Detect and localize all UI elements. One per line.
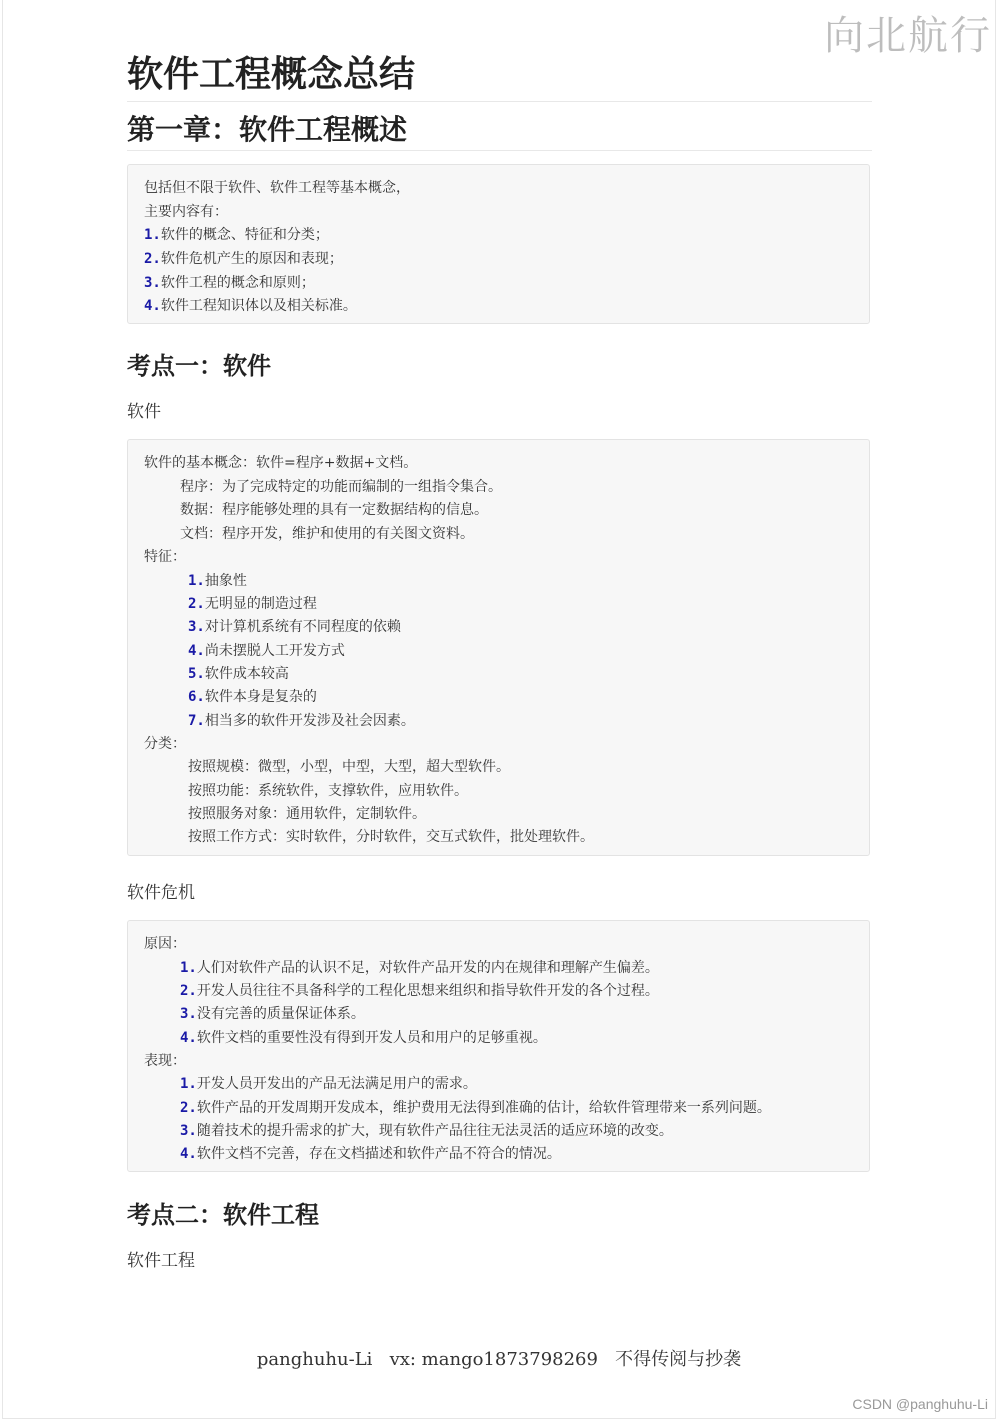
item-text: 软件的概念、特征和分类； — [160, 227, 329, 243]
class-item: 按照服务对象：通用软件，定制软件。 — [188, 806, 426, 822]
class-item: 按照功能：系统软件，支撑软件，应用软件。 — [188, 783, 468, 799]
definition-line: 数据：程序能够处理的具有一定数据结构的信息。 — [180, 502, 488, 518]
csdn-watermark: CSDN @panghuhu-Li — [852, 1396, 988, 1412]
software-crisis-subheading: 软件危机 — [127, 883, 195, 902]
feature-item — [188, 593, 317, 613]
section2-heading: 考点二：软件工程 — [127, 1202, 319, 1229]
item-number: 1. — [180, 1076, 197, 1092]
item-text: 随着技术的提升需求的扩大，现有软件产品往往无法灵活的适应环境的改变。 — [196, 1123, 673, 1139]
item-number: 2. — [188, 596, 205, 612]
item-text: 软件工程知识体以及相关标准。 — [160, 298, 357, 314]
definition-line: 程序：为了完成特定的功能而编制的一组指令集合。 — [180, 479, 502, 495]
item-number: 3. — [188, 619, 205, 635]
page-title: 软件工程概念总结 — [127, 46, 872, 102]
intro-item — [144, 295, 357, 315]
item-number: 4. — [188, 643, 205, 659]
symptom-item — [180, 1073, 477, 1093]
item-text: 尚未摆脱人工开发方式 — [204, 643, 345, 659]
item-number: 5. — [188, 666, 205, 682]
intro-item — [144, 248, 343, 268]
intro-box — [127, 164, 870, 324]
item-number: 3. — [180, 1123, 197, 1139]
basic-concept: 软件的基本概念：软件=程序+数据+文档。 — [144, 455, 418, 471]
item-number: 3. — [144, 275, 161, 291]
item-number: 2. — [180, 1100, 197, 1116]
item-text: 软件本身是复杂的 — [204, 689, 317, 705]
symptom-label: 表现： — [144, 1053, 186, 1069]
section2-subheading: 软件工程 — [127, 1251, 195, 1270]
item-number: 1. — [144, 227, 161, 243]
class-item: 按照规模：微型，小型，中型，大型，超大型软件。 — [188, 759, 510, 775]
class-item: 按照工作方式：实时软件，分时软件，交互式软件，批处理软件。 — [188, 829, 594, 845]
item-text: 无明显的制造过程 — [204, 596, 317, 612]
symptom-item — [180, 1120, 673, 1140]
feature-item — [188, 663, 289, 683]
definition-line: 文档：程序开发，维护和使用的有关图文资料。 — [180, 526, 474, 542]
crisis-box — [127, 920, 870, 1172]
section1-subheading: 软件 — [127, 402, 161, 421]
item-text: 软件工程的概念和原则； — [160, 275, 315, 291]
item-text: 人们对软件产品的认识不足，对软件产品开发的内在规律和理解产生偏差。 — [196, 960, 659, 976]
class-label: 分类： — [144, 736, 186, 752]
feature-item — [188, 686, 317, 706]
intro-line: 主要内容有： — [144, 204, 228, 220]
item-number: 4. — [180, 1146, 197, 1162]
item-text: 软件危机产生的原因和表现； — [160, 251, 343, 267]
symptom-item — [180, 1097, 771, 1117]
item-number: 3. — [180, 1006, 197, 1022]
item-number: 7. — [188, 713, 205, 729]
footer-notice: panghuhu-Li vx: mango1873798269 不得传阅与抄袭 — [256, 1349, 742, 1370]
item-text: 软件文档不完善，存在文档描述和软件产品不符合的情况。 — [196, 1146, 561, 1162]
cause-item — [180, 957, 659, 977]
item-text: 软件文档的重要性没有得到开发人员和用户的足够重视。 — [196, 1030, 547, 1046]
item-number: 4. — [180, 1030, 197, 1046]
intro-item — [144, 272, 315, 292]
intro-line: 包括但不限于软件、软件工程等基本概念， — [144, 180, 410, 196]
item-text: 软件成本较高 — [204, 666, 289, 682]
item-text: 对计算机系统有不同程度的依赖 — [204, 619, 401, 635]
item-text: 相当多的软件开发涉及社会因素。 — [204, 713, 415, 729]
item-text: 没有完善的质量保证体系。 — [196, 1006, 365, 1022]
software-box — [127, 439, 870, 856]
item-number: 4. — [144, 298, 161, 314]
item-text: 抽象性 — [204, 573, 247, 589]
item-text: 开发人员开发出的产品无法满足用户的需求。 — [196, 1076, 477, 1092]
feature-item — [188, 616, 401, 636]
features-label: 特征： — [144, 549, 186, 565]
intro-item — [144, 224, 329, 244]
symptom-item — [180, 1143, 561, 1163]
cause-item — [180, 980, 659, 1000]
section1-heading: 考点一：软件 — [127, 353, 271, 380]
item-number: 2. — [180, 983, 197, 999]
cause-item — [180, 1027, 547, 1047]
feature-item — [188, 570, 247, 590]
item-number: 2. — [144, 251, 161, 267]
watermark: 向北航行 — [824, 13, 992, 59]
item-text: 开发人员往往不具备科学的工程化思想来组织和指导软件开发的各个过程。 — [196, 983, 659, 999]
item-number: 1. — [188, 573, 205, 589]
cause-label: 原因： — [144, 936, 186, 952]
item-number: 1. — [180, 960, 197, 976]
item-number: 6. — [188, 689, 205, 705]
item-text: 软件产品的开发周期开发成本，维护费用无法得到准确的估计，给软件管理带来一系列问题。 — [196, 1100, 771, 1116]
chapter-heading: 第一章：软件工程概述 — [127, 108, 872, 151]
feature-item — [188, 640, 345, 660]
cause-item — [180, 1003, 365, 1023]
feature-item — [188, 710, 415, 730]
